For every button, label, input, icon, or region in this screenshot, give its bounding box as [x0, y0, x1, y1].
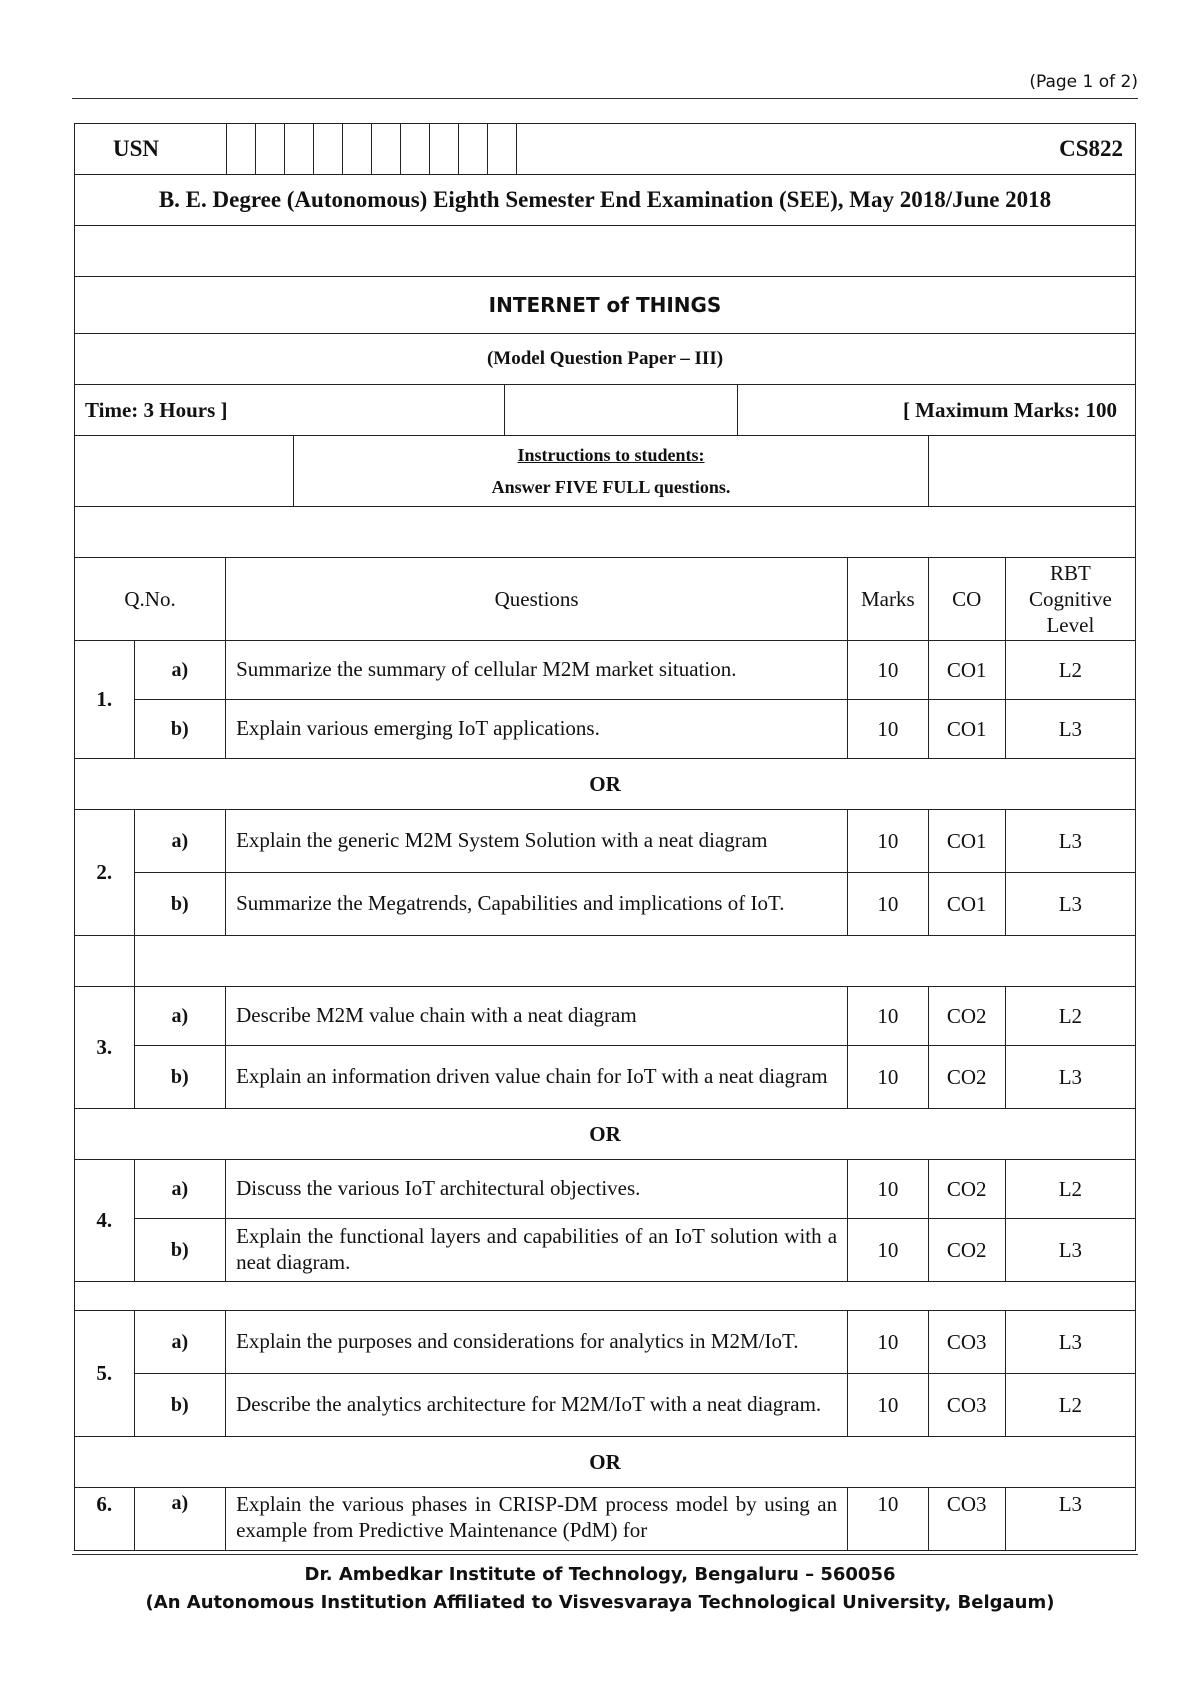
blank-row: [75, 226, 1136, 277]
rbt-value: L2: [1005, 987, 1135, 1046]
question-row: [75, 641, 1136, 700]
col-qno: Q.No.: [75, 558, 226, 641]
rbt-value: L3: [1005, 873, 1135, 936]
co-value: CO3: [928, 1374, 1005, 1437]
co-value: CO1: [928, 641, 1005, 700]
rbt-value: L3: [1005, 1046, 1135, 1109]
usn-box: [343, 124, 372, 174]
question-text: Explain the various phases in CRISP-DM process model by using an example from Predictive Maintenance (PdM) for: [226, 1488, 848, 1551]
rbt-value: L3: [1005, 1219, 1135, 1282]
marks-value: 10: [848, 987, 929, 1046]
course-code: CS822: [737, 124, 1135, 175]
blank-cell: [75, 436, 294, 507]
usn-box: [488, 124, 517, 174]
usn-box: [256, 124, 285, 174]
rbt-value: L2: [1005, 1160, 1135, 1219]
rbt-value: L2: [1005, 1374, 1135, 1437]
question-text: Explain the generic M2M System Solution with a neat diagram: [226, 810, 848, 873]
sub-question: b): [134, 1374, 226, 1437]
question-text: Explain the purposes and considerations for analytics in M2M/IoT.: [226, 1311, 848, 1374]
blank-cell: [75, 936, 135, 987]
marks-value: 10: [848, 1219, 929, 1282]
question-paper-table: [74, 123, 1136, 1551]
co-value: CO2: [928, 1219, 1005, 1282]
institution-name: Dr. Ambedkar Institute of Technology, Bengaluru – 560056: [304, 1564, 896, 1585]
blank-cell: [505, 385, 738, 436]
institution-affiliation: (An Autonomous Institution Affiliated to Visvesvaraya Technological University, Belgaum): [145, 1592, 1055, 1613]
col-rbt: [1005, 558, 1135, 641]
or-separator: OR: [75, 1437, 1136, 1488]
co-value: CO2: [928, 987, 1005, 1046]
sub-question: b): [134, 700, 226, 759]
question-row: [75, 1160, 1136, 1219]
question-number: 3.: [75, 987, 135, 1109]
instructions: [294, 436, 928, 507]
usn-boxes: [226, 124, 738, 174]
degree-title: B. E. Degree (Autonomous) Eighth Semester End Examination (SEE), May 2018/June 2018: [75, 175, 1136, 226]
co-value: CO2: [928, 1160, 1005, 1219]
question-row: [75, 873, 1136, 936]
usn-box: [430, 124, 459, 174]
question-number: 2.: [75, 810, 135, 936]
page-number: (Page 1 of 2): [1029, 72, 1138, 92]
usn-box: [401, 124, 430, 174]
question-text: Summarize the summary of cellular M2M market situation.: [226, 641, 848, 700]
marks-value: 10: [848, 810, 929, 873]
question-text: Explain various emerging IoT applications.: [226, 700, 848, 759]
usn-label: USN: [75, 124, 226, 175]
co-value: CO3: [928, 1311, 1005, 1374]
co-value: CO1: [928, 873, 1005, 936]
blank-cell: [134, 936, 1135, 987]
rbt-value: L3: [1005, 1311, 1135, 1374]
sub-question: b): [134, 1046, 226, 1109]
blank-row: [75, 1282, 1136, 1311]
question-row: [75, 1488, 1136, 1551]
or-separator: OR: [75, 759, 1136, 810]
marks-value: 10: [848, 641, 929, 700]
blank-cell: [928, 436, 1135, 507]
question-row: [75, 700, 1136, 759]
question-row: [75, 1311, 1136, 1374]
marks-value: 10: [848, 700, 929, 759]
footer-rule: [72, 1554, 1138, 1555]
usn-box: [459, 124, 488, 174]
rbt-value: L3: [1005, 1488, 1135, 1551]
question-number: 6.: [75, 1488, 135, 1551]
rbt-value: L3: [1005, 810, 1135, 873]
blank-row: [75, 507, 1136, 558]
col-marks: Marks: [848, 558, 929, 641]
maximum-marks: [ Maximum Marks: 100: [737, 385, 1135, 436]
sub-question: a): [134, 1160, 226, 1219]
sub-question: b): [134, 873, 226, 936]
question-row: [75, 810, 1136, 873]
marks-value: 10: [848, 1311, 929, 1374]
col-co: CO: [928, 558, 1005, 641]
usn-box: [226, 124, 256, 174]
instructions-text: Answer FIVE FULL questions.: [491, 477, 731, 497]
marks-value: 10: [848, 1046, 929, 1109]
sub-question: a): [134, 987, 226, 1046]
question-number: 1.: [75, 641, 135, 759]
exam-time: Time: 3 Hours ]: [75, 385, 505, 436]
co-value: CO2: [928, 1046, 1005, 1109]
question-row: [75, 987, 1136, 1046]
question-text: Explain an information driven value chain for IoT with a neat diagram: [226, 1046, 848, 1109]
header-rule: [72, 98, 1138, 99]
usn-entry: [226, 124, 738, 175]
marks-value: 10: [848, 1374, 929, 1437]
co-value: CO1: [928, 810, 1005, 873]
co-value: CO3: [928, 1488, 1005, 1551]
marks-value: 10: [848, 1488, 929, 1551]
question-number: 4.: [75, 1160, 135, 1282]
sub-question: a): [134, 1311, 226, 1374]
rbt-value: L3: [1005, 700, 1135, 759]
marks-value: 10: [848, 1160, 929, 1219]
question-text: Describe the analytics architecture for M2M/IoT with a neat diagram.: [226, 1374, 848, 1437]
question-text: Summarize the Megatrends, Capabilities and implications of IoT.: [226, 873, 848, 936]
sub-question: b): [134, 1219, 226, 1282]
rbt-value: L2: [1005, 641, 1135, 700]
paper-type: (Model Question Paper – III): [75, 334, 1136, 385]
question-number: 5.: [75, 1311, 135, 1437]
marks-value: 10: [848, 873, 929, 936]
sub-question: a): [134, 810, 226, 873]
sub-question: a): [134, 1488, 226, 1551]
col-rbt-line: RBT: [1049, 560, 1091, 585]
col-rbt-line: Level: [1046, 613, 1095, 638]
col-rbt-line: Cognitive: [1028, 586, 1112, 611]
sub-question: a): [134, 641, 226, 700]
table-header: [75, 558, 1136, 641]
subject-title: INTERNET of THINGS: [75, 277, 1136, 334]
question-row: [75, 1219, 1136, 1282]
co-value: CO1: [928, 700, 1005, 759]
question-row: [75, 1374, 1136, 1437]
question-text: Discuss the various IoT architectural objectives.: [226, 1160, 848, 1219]
question-text: Explain the functional layers and capabilities of an IoT solution with a neat diagram.: [226, 1219, 848, 1282]
or-separator: OR: [75, 1109, 1136, 1160]
usn-box: [314, 124, 343, 174]
question-row: [75, 1046, 1136, 1109]
usn-box: [372, 124, 401, 174]
usn-row: [75, 124, 1136, 175]
instructions-title: Instructions to students:: [517, 444, 705, 465]
col-questions: Questions: [226, 558, 848, 641]
usn-box: [285, 124, 314, 174]
question-text: Describe M2M value chain with a neat diagram: [226, 987, 848, 1046]
